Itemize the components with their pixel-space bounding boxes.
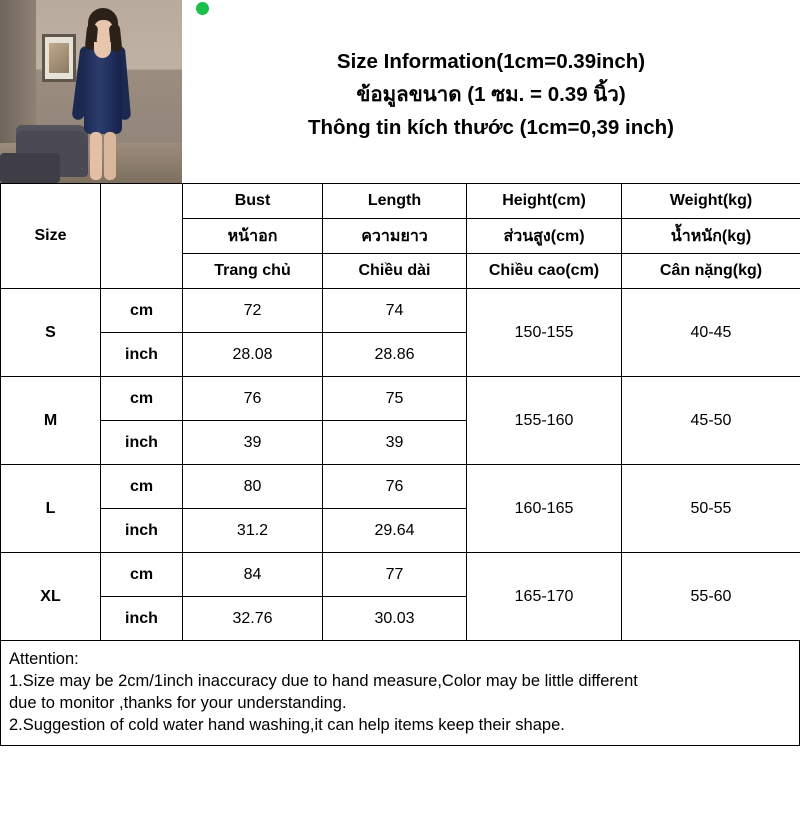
- attention-line-3: 2.Suggestion of cold water hand washing,it can help items keep their shape.: [9, 714, 791, 736]
- title-line-th: ข้อมูลขนาด (1 ซม. = 0.39 นิ้ว): [356, 78, 625, 111]
- xl-weight: 55-60: [622, 553, 800, 641]
- photo-sofa-seat: [0, 153, 60, 183]
- l-weight: 50-55: [622, 465, 800, 553]
- s-length-cm: 74: [323, 289, 467, 333]
- header-size-label: Size: [1, 184, 101, 289]
- xl-length-cm: 77: [323, 553, 467, 597]
- l-bust-inch: 31.2: [183, 509, 323, 553]
- photo-model: [72, 8, 134, 183]
- m-length-inch: 39: [323, 421, 467, 465]
- xl-bust-cm: 84: [183, 553, 323, 597]
- m-weight: 45-50: [622, 377, 800, 465]
- attention-heading: Attention:: [9, 648, 791, 670]
- picture-frame-icon: [42, 34, 76, 82]
- l-height: 160-165: [467, 465, 622, 553]
- m-height: 155-160: [467, 377, 622, 465]
- green-status-dot: [196, 2, 209, 15]
- table-header-row-en: [1, 184, 800, 219]
- table-row: [1, 553, 800, 597]
- header-bust-vi: Trang chủ: [183, 254, 323, 289]
- model-leg-right: [104, 132, 116, 180]
- s-bust-inch: 28.08: [183, 333, 323, 377]
- header-row: [0, 0, 800, 183]
- header-height-en: Height(cm): [467, 184, 622, 219]
- xl-height: 165-170: [467, 553, 622, 641]
- row-size-xl: XL: [1, 553, 101, 641]
- attention-line-1: 1.Size may be 2cm/1inch inaccuracy due to hand measure,Color may be little different: [9, 670, 791, 692]
- header-weight-vi: Cân nặng(kg): [622, 254, 800, 289]
- s-bust-cm: 72: [183, 289, 323, 333]
- model-leg-left: [90, 132, 102, 180]
- row-size-m: M: [1, 377, 101, 465]
- table-row: [1, 377, 800, 421]
- header-length-vi: Chiều dài: [323, 254, 467, 289]
- unit-cm: cm: [101, 289, 183, 333]
- header-length-th: ความยาว: [323, 219, 467, 254]
- header-height-vi: Chiều cao(cm): [467, 254, 622, 289]
- title-line-vi: Thông tin kích thước (1cm=0,39 inch): [308, 111, 674, 144]
- m-bust-inch: 39: [183, 421, 323, 465]
- unit-inch: inch: [101, 597, 183, 641]
- unit-cm: cm: [101, 465, 183, 509]
- header-length-en: Length: [323, 184, 467, 219]
- m-length-cm: 75: [323, 377, 467, 421]
- product-photo: [0, 0, 182, 183]
- title-line-en: Size Information(1cm=0.39inch): [337, 45, 645, 78]
- row-size-l: L: [1, 465, 101, 553]
- l-length-inch: 29.64: [323, 509, 467, 553]
- l-length-cm: 76: [323, 465, 467, 509]
- header-weight-th: น้ำหนัก(kg): [622, 219, 800, 254]
- xl-length-inch: 30.03: [323, 597, 467, 641]
- unit-cm: cm: [101, 377, 183, 421]
- table-row: [1, 289, 800, 333]
- attention-block: [0, 641, 800, 746]
- attention-line-2: due to monitor ,thanks for your understanding.: [9, 692, 791, 714]
- xl-bust-inch: 32.76: [183, 597, 323, 641]
- unit-inch: inch: [101, 421, 183, 465]
- unit-inch: inch: [101, 333, 183, 377]
- size-table: [0, 183, 800, 641]
- header-bust-th: หน้าอก: [183, 219, 323, 254]
- unit-inch: inch: [101, 509, 183, 553]
- s-weight: 40-45: [622, 289, 800, 377]
- title-block: [182, 0, 800, 183]
- table-row: [1, 465, 800, 509]
- bottom-whitespace: [0, 746, 800, 813]
- header-bust-en: Bust: [183, 184, 323, 219]
- s-height: 150-155: [467, 289, 622, 377]
- header-unit-blank: [101, 184, 183, 289]
- unit-cm: cm: [101, 553, 183, 597]
- m-bust-cm: 76: [183, 377, 323, 421]
- s-length-inch: 28.86: [323, 333, 467, 377]
- header-height-th: ส่วนสูง(cm): [467, 219, 622, 254]
- header-weight-en: Weight(kg): [622, 184, 800, 219]
- row-size-s: S: [1, 289, 101, 377]
- l-bust-cm: 80: [183, 465, 323, 509]
